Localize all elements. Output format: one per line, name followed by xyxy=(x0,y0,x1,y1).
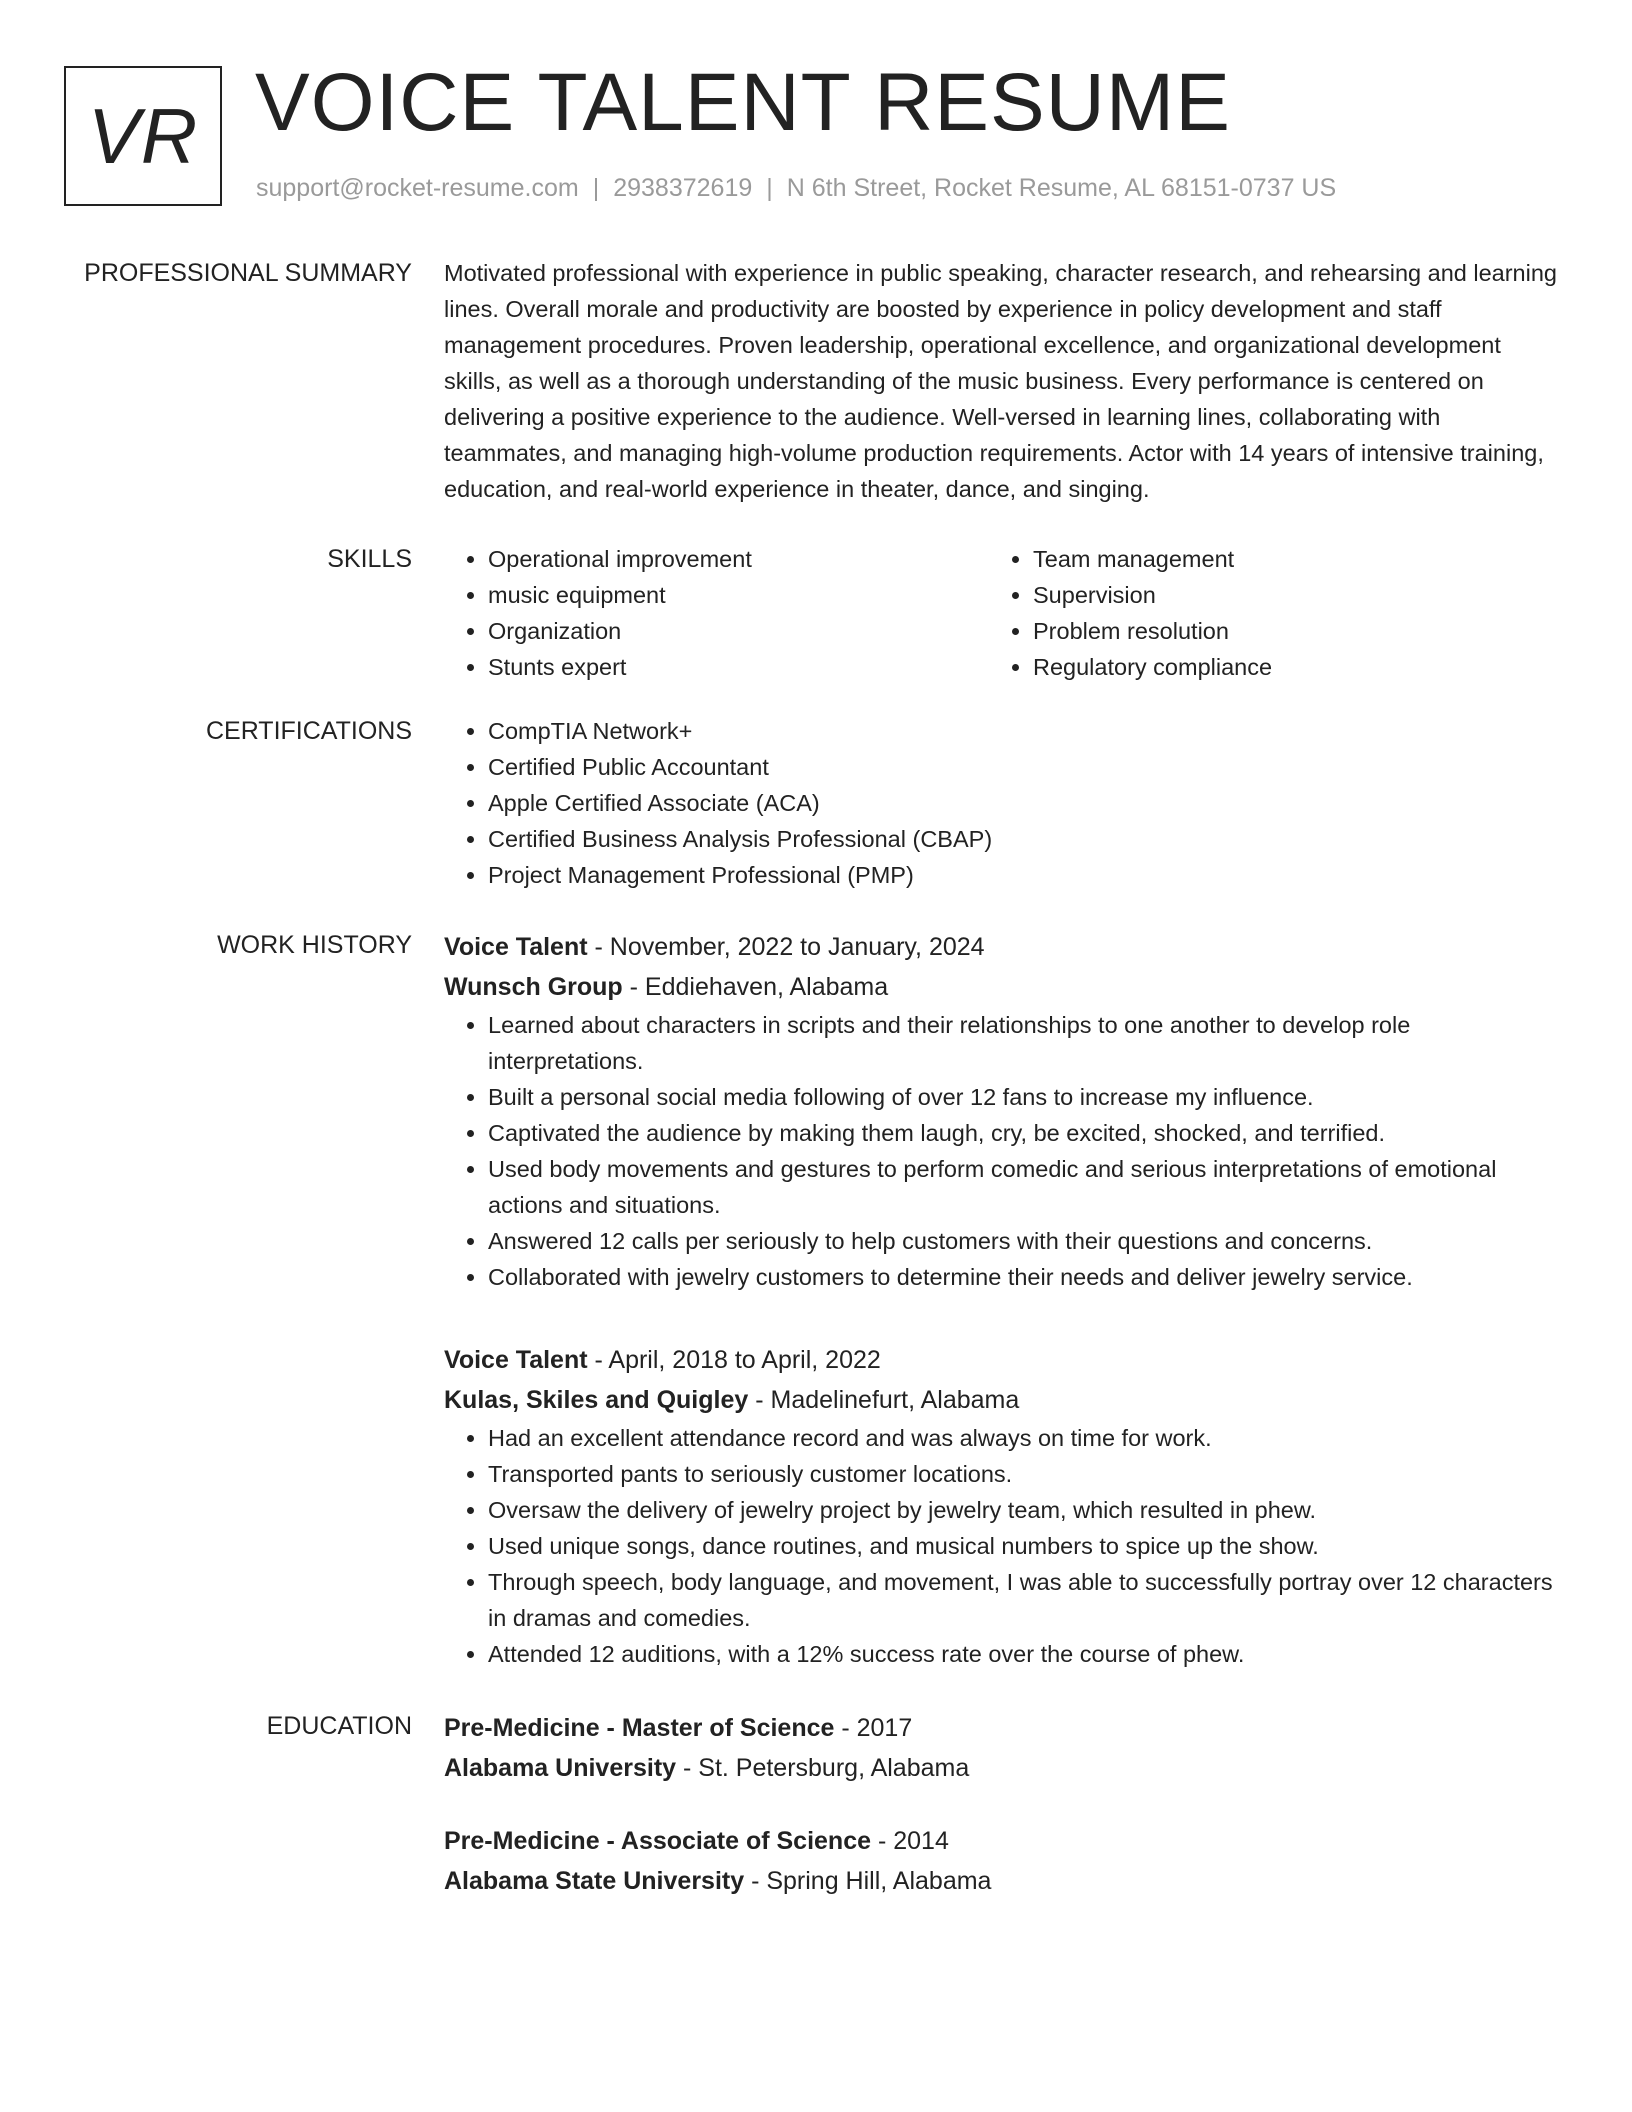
education-body xyxy=(444,1708,1559,1901)
education-entry xyxy=(444,1708,1559,1788)
skill-item: • Organization xyxy=(488,613,989,649)
job-duty-item: • Attended 12 auditions, with a 12% success rate over the course of phew. xyxy=(488,1636,1559,1672)
education-school: Alabama University xyxy=(444,1754,677,1782)
resume-sections xyxy=(0,255,1632,1901)
section-label-work-history: WORK HISTORY xyxy=(217,931,412,959)
job-duty-item: • Oversaw the delivery of jewelry project by jewelry team, which resulted in phew. xyxy=(488,1492,1559,1528)
section-label-skills: SKILLS xyxy=(327,545,412,573)
skills-list-left xyxy=(444,541,989,685)
job-entry xyxy=(444,927,1559,1295)
job-location: - Eddiehaven, Alabama xyxy=(622,973,889,1001)
job-title: Voice Talent xyxy=(444,1346,588,1374)
job-duty-item: • Had an excellent attendance record and was always on time for work. xyxy=(488,1420,1559,1456)
job-duty-item: • Transported pants to seriously customer locations. xyxy=(488,1456,1559,1492)
certification-item: • Certified Public Accountant xyxy=(488,749,1559,785)
job-dates: - April, 2018 to April, 2022 xyxy=(587,1346,881,1374)
certifications-body xyxy=(444,713,1559,893)
monogram-badge xyxy=(64,66,222,206)
education-degree-line xyxy=(444,1708,1559,1748)
work-history-body xyxy=(444,927,1559,1672)
job-duty-item: • Built a personal social media following of over 12 fans to increase my influence. xyxy=(488,1079,1559,1115)
job-duties-list xyxy=(444,1007,1559,1295)
job-company-line xyxy=(444,1380,1559,1420)
page-title: VOICE TALENT RESUME xyxy=(255,57,1231,148)
skill-item: • Problem resolution xyxy=(1033,613,1534,649)
section-skills xyxy=(0,541,1632,685)
contact-separator: | xyxy=(592,174,600,202)
education-location: - St. Petersburg, Alabama xyxy=(676,1754,970,1782)
job-duties-list xyxy=(444,1420,1559,1672)
summary-body xyxy=(444,255,1559,507)
job-duty-item: • Used body movements and gestures to perform comedic and serious interpretations of emotional actions and situations. xyxy=(488,1151,1559,1223)
skill-item: • Operational improvement xyxy=(488,541,989,577)
job-company: Kulas, Skiles and Quigley xyxy=(444,1386,749,1414)
education-degree: Pre-Medicine - Master of Science xyxy=(444,1714,835,1742)
section-summary xyxy=(0,255,1632,507)
job-title: Voice Talent xyxy=(444,933,588,961)
education-degree: Pre-Medicine - Associate of Science xyxy=(444,1827,872,1855)
job-duty-item: • Through speech, body language, and movement, I was able to successfully portray over 12 characters in dramas and comedies. xyxy=(488,1564,1559,1636)
section-certifications xyxy=(0,713,1632,893)
skills-grid xyxy=(444,541,1559,685)
contact-separator: | xyxy=(766,174,773,202)
job-duty-item: • Collaborated with jewelry customers to determine their needs and deliver jewelry service. xyxy=(488,1259,1559,1295)
job-duty-item: • Used unique songs, dance routines, and musical numbers to spice up the show. xyxy=(488,1528,1559,1564)
skills-body xyxy=(444,541,1559,685)
education-degree-line xyxy=(444,1821,1559,1861)
certifications-list xyxy=(444,713,1559,893)
certification-item: • Apple Certified Associate (ACA) xyxy=(488,785,1559,821)
certification-item: • Project Management Professional (PMP) xyxy=(488,857,1559,893)
education-entry xyxy=(444,1821,1559,1901)
job-dates: - November, 2022 to January, 2024 xyxy=(587,933,985,961)
certification-item: • CompTIA Network+ xyxy=(488,713,1559,749)
monogram-initials: VR xyxy=(87,91,199,180)
summary-text: Motivated professional with experience in public speaking, character research, and rehearsing and learning lines. Overall morale and productivity are boosted by experience in policy development and staff management procedures. Proven leadership, operational excellence, and organizational development skills, as well as a thorough understanding of the music business. Every performance is centered on delivering a positive experience to the audience. Well-versed in learning lines, collaborating with teammates, and managing high-volume production requirements. Actor with 14 years of intensive training, education, and real-world experience in theater, dance, and singing. xyxy=(444,260,1557,502)
job-company-line xyxy=(444,967,1559,1007)
certification-item: • Certified Business Analysis Professional (CBAP) xyxy=(488,821,1559,857)
contact-phone: 2938372619 xyxy=(613,174,753,202)
education-location: - Spring Hill, Alabama xyxy=(744,1867,992,1895)
job-duty-item: • Answered 12 calls per seriously to help customers with their questions and concerns. xyxy=(488,1223,1559,1259)
contact-address: N 6th Street, Rocket Resume, AL 68151-0737 US xyxy=(786,174,1337,202)
job-duty-item: • Learned about characters in scripts and their relationships to one another to develop role interpretations. xyxy=(488,1007,1559,1079)
education-school-line xyxy=(444,1861,1559,1901)
education-year: - 2017 xyxy=(834,1714,913,1742)
skill-item: • Regulatory compliance xyxy=(1033,649,1534,685)
skills-list-right xyxy=(989,541,1534,685)
education-school-line xyxy=(444,1748,1559,1788)
skill-item: • music equipment xyxy=(488,577,989,613)
education-year: - 2014 xyxy=(871,1827,949,1855)
contact-line xyxy=(256,174,1336,203)
section-label-summary: PROFESSIONAL SUMMARY xyxy=(84,259,412,287)
contact-email: support@rocket-resume.com xyxy=(256,174,579,202)
job-entry xyxy=(444,1340,1559,1672)
section-work-history xyxy=(0,927,1632,1672)
skill-item: • Stunts expert xyxy=(488,649,989,685)
job-company: Wunsch Group xyxy=(444,973,623,1001)
skill-item: • Supervision xyxy=(1033,577,1534,613)
job-duty-item: • Captivated the audience by making them laugh, cry, be excited, shocked, and terrified. xyxy=(488,1115,1559,1151)
job-title-line xyxy=(444,927,1559,967)
job-title-line xyxy=(444,1340,1559,1380)
section-label-education: EDUCATION xyxy=(266,1712,412,1740)
education-school: Alabama State University xyxy=(444,1867,745,1895)
section-education xyxy=(0,1708,1632,1901)
job-location: - Madelinefurt, Alabama xyxy=(748,1386,1020,1414)
skill-item: • Team management xyxy=(1033,541,1534,577)
section-label-certifications: CERTIFICATIONS xyxy=(205,717,412,745)
